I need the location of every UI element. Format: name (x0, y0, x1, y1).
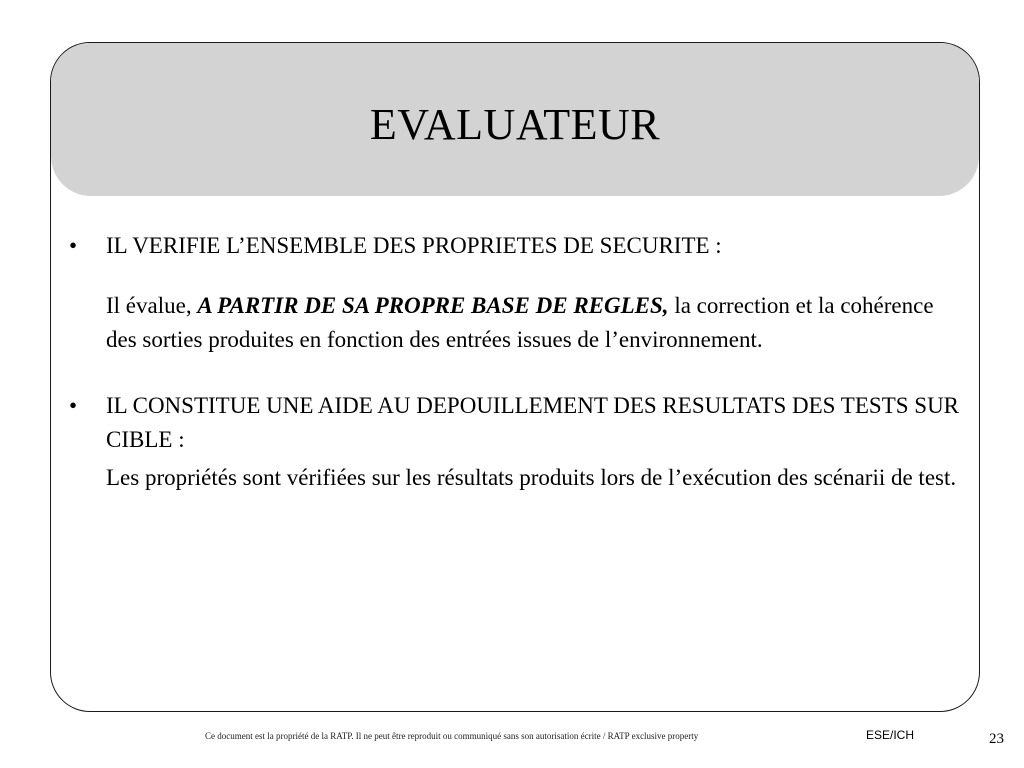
slide-frame (50, 42, 980, 712)
bullet-item (67, 389, 967, 457)
slide-title: EVALUATEUR (369, 100, 661, 149)
body-text: Il évalue, (106, 293, 198, 318)
bullet-marker: • (69, 393, 78, 418)
body-emphasis: A PARTIR DE SA PROPRE BASE DE REGLES, (197, 293, 669, 318)
bullet-item (67, 229, 967, 263)
title-band (51, 43, 979, 196)
bullet-heading: IL VERIFIE L’ENSEMBLE DES PROPRIETES DE SECURITE : (106, 233, 722, 258)
copyright-notice: Ce document est la propriété de la RATP. Il ne peut être reproduit ou communiqué sans son autorisation écrite / RATP exclusive property (205, 731, 699, 741)
bullet-body: Les propriétés sont vérifiées sur les résultats produits lors de l’exécution des scénarii de test. (106, 465, 957, 490)
bullet-marker: • (69, 233, 78, 258)
page-number: 23 (989, 731, 1004, 747)
body-text: la correction et la cohérence des sorties produites en fonction des entrées issues de l’environnement. (106, 293, 934, 352)
department-code: ESE/ICH (866, 728, 915, 742)
bullet-heading: IL CONSTITUE UNE AIDE AU DEPOUILLEMENT DES RESULTATS DES TESTS SUR CIBLE : (106, 393, 960, 452)
bullet-body (67, 289, 967, 357)
slide-content (67, 229, 967, 495)
